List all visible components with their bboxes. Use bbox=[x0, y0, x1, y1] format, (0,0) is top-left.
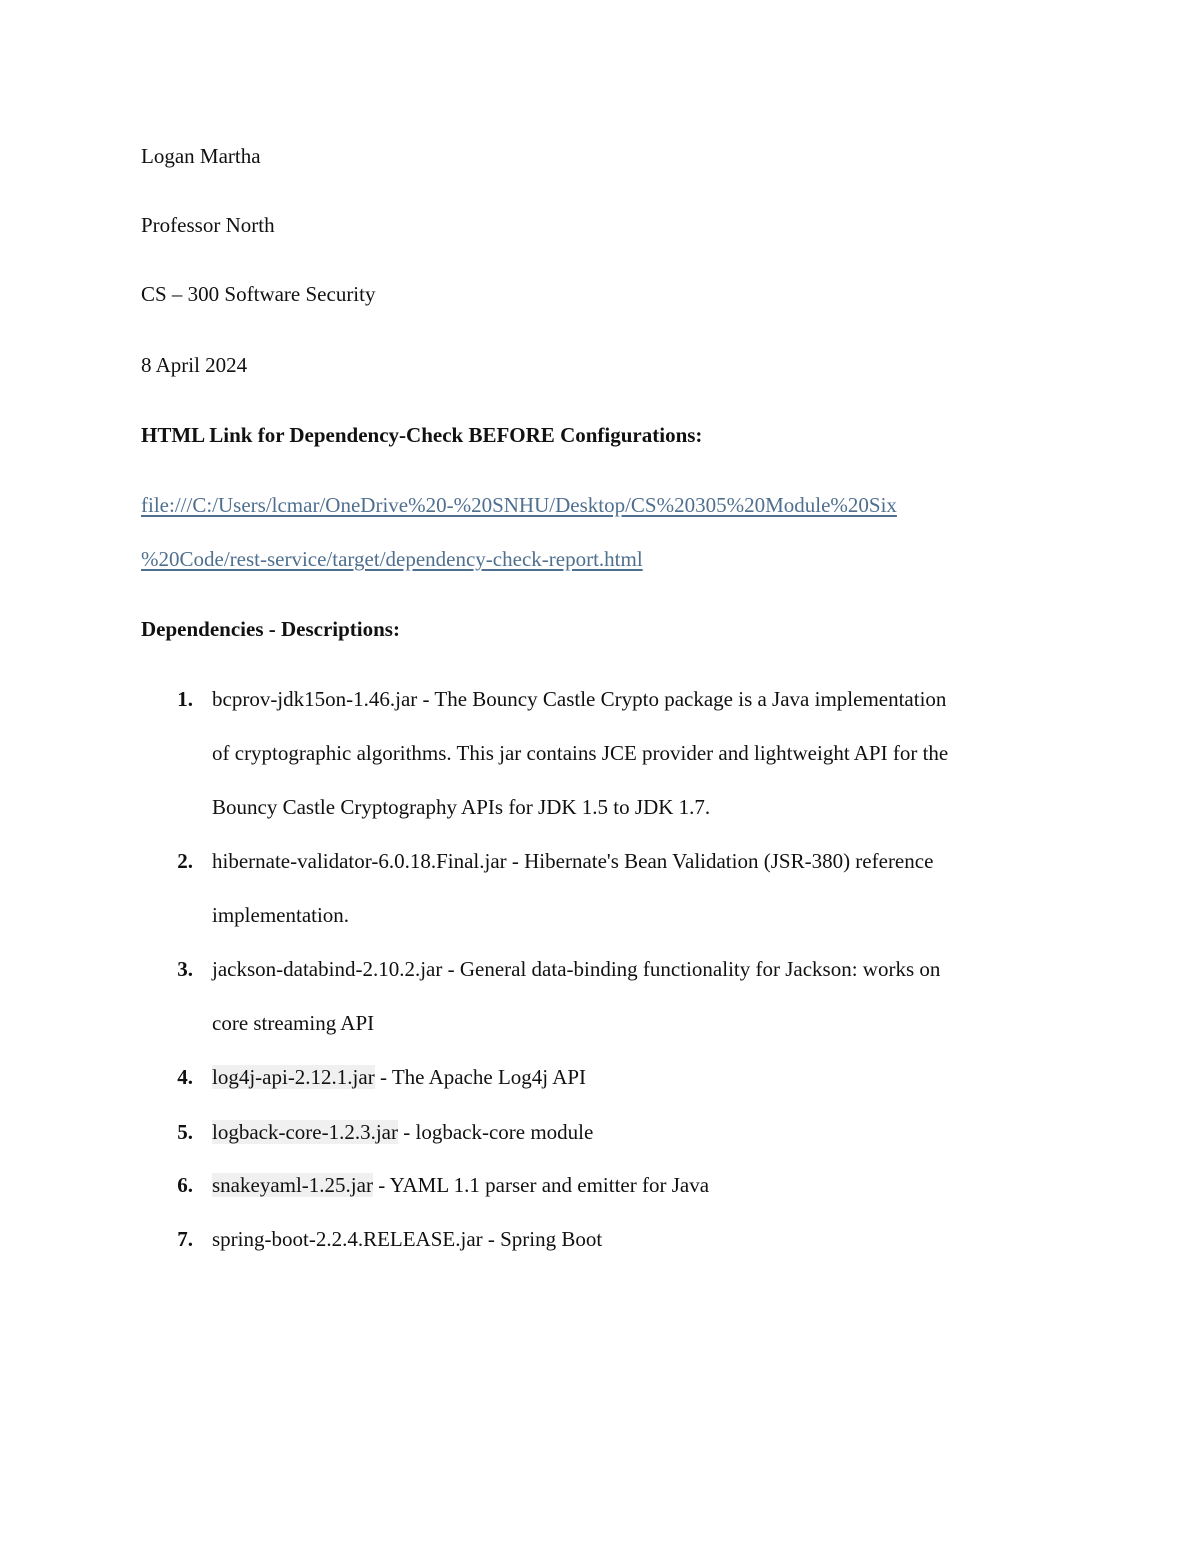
link-heading: HTML Link for Dependency-Check BEFORE Configurations: bbox=[141, 423, 703, 447]
list-item-text: Bouncy Castle Cryptography APIs for JDK 1.5 to JDK 1.7. bbox=[212, 795, 711, 819]
author-name: Logan Martha bbox=[141, 144, 261, 168]
list-item-number: 4. bbox=[177, 1065, 193, 1089]
list-item-text: spring-boot-2.2.4.RELEASE.jar - Spring Boot bbox=[212, 1227, 603, 1251]
document-date: 8 April 2024 bbox=[141, 353, 248, 377]
list-item-text: hibernate-validator-6.0.18.Final.jar - Hibernate's Bean Validation (JSR-380) reference bbox=[212, 849, 934, 873]
list-item-text: implementation. bbox=[212, 903, 350, 927]
dependency-description: - The Apache Log4j API bbox=[374, 1065, 587, 1089]
list-item-text bbox=[212, 1063, 586, 1091]
dependency-name-highlight: logback-core-1.2.3.jar bbox=[212, 1120, 398, 1144]
list-item-number: 5. bbox=[177, 1120, 193, 1144]
list-item-number: 3. bbox=[177, 957, 193, 981]
list-item-number: 7. bbox=[177, 1227, 193, 1251]
list-item-number: 1. bbox=[177, 687, 193, 711]
list-item-number: 6. bbox=[177, 1173, 193, 1197]
list-item-number: 2. bbox=[177, 849, 193, 873]
dependencies-heading: Dependencies - Descriptions: bbox=[141, 617, 400, 641]
list-item-text bbox=[212, 1118, 593, 1146]
report-link-line-2[interactable]: %20Code/rest-service/target/dependency-check-report.html bbox=[141, 547, 643, 571]
dependency-description: - YAML 1.1 parser and emitter for Java bbox=[372, 1173, 710, 1197]
list-item-text: bcprov-jdk15on-1.46.jar - The Bouncy Castle Crypto package is a Java implementation bbox=[212, 687, 947, 711]
dependency-name-highlight: snakeyaml-1.25.jar bbox=[212, 1173, 373, 1197]
dependency-description: - logback-core module bbox=[398, 1120, 594, 1144]
professor-name: Professor North bbox=[141, 213, 275, 237]
list-item-text: of cryptographic algorithms. This jar contains JCE provider and lightweight API for the bbox=[212, 741, 949, 765]
list-item-text: core streaming API bbox=[212, 1011, 375, 1035]
dependency-name-highlight: log4j-api-2.12.1.jar bbox=[212, 1065, 375, 1089]
report-link-line-1[interactable]: file:///C:/Users/lcmar/OneDrive%20-%20SNHU/Desktop/CS%20305%20Module%20Six bbox=[141, 493, 897, 517]
list-item-text: jackson-databind-2.10.2.jar - General data-binding functionality for Jackson: works on bbox=[212, 957, 941, 981]
list-item-text bbox=[212, 1171, 709, 1199]
course-title: CS – 300 Software Security bbox=[141, 282, 376, 306]
